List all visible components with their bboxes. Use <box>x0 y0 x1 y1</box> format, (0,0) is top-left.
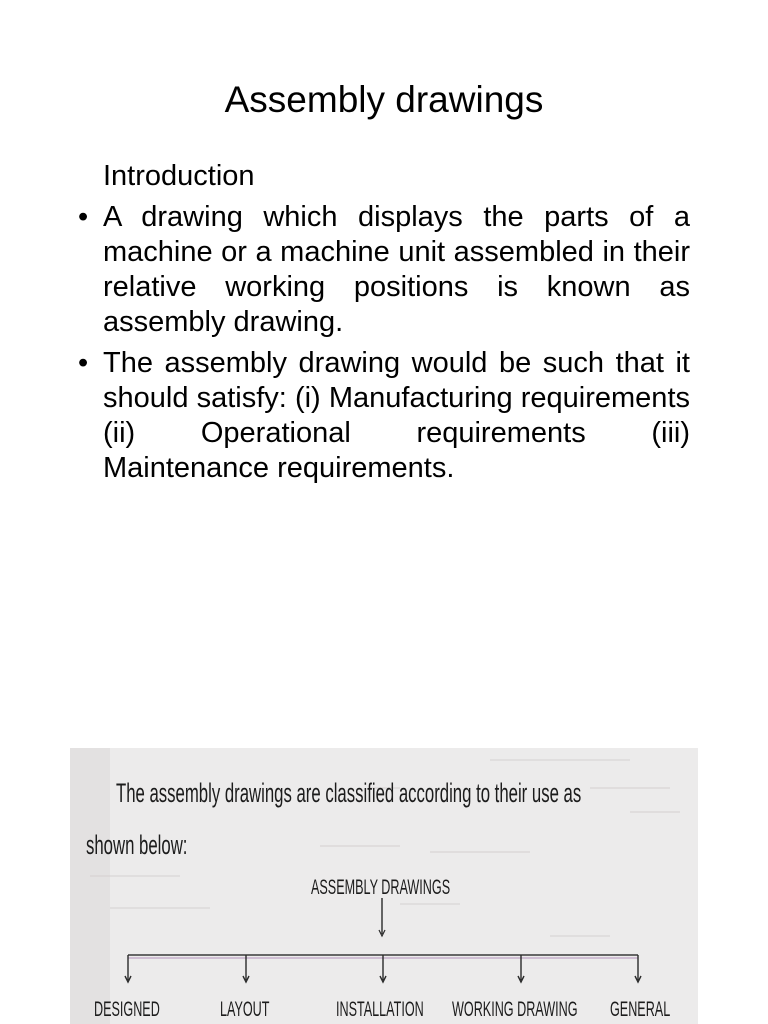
bullet-text: A drawing which displays the parts of a machine or a machine unit assembled in their relative working positions is known as assembly drawing. <box>103 201 690 338</box>
tree-node-working-drawing: WORKING DRAWING <box>452 998 578 1021</box>
scanned-figure <box>70 748 698 1024</box>
list-item <box>78 346 690 486</box>
tree-node-designed: DESIGNED <box>94 998 160 1021</box>
tree-node-general: GENERAL <box>610 998 671 1021</box>
bullet-text: The assembly drawing would be such that it should satisfy: (i) Manufacturing requirements (ii) Operational requirements (iii) Maintenance requirements. <box>103 347 690 484</box>
figure-caption-line2: shown below: <box>86 830 188 860</box>
tree-node-installation: INSTALLATION <box>336 998 424 1021</box>
bullet-icon: • <box>78 201 89 233</box>
tree-node-layout: LAYOUT <box>220 998 270 1021</box>
intro-heading: Introduction <box>103 160 255 192</box>
bullet-list <box>78 200 690 492</box>
tree-root-label: ASSEMBLY DRAWINGS <box>311 876 451 899</box>
slide-title: Assembly drawings <box>224 79 544 120</box>
figure-caption-line1: The assembly drawings are classified according to their use as <box>116 778 582 808</box>
list-item <box>78 200 690 340</box>
bullet-icon: • <box>78 347 89 379</box>
